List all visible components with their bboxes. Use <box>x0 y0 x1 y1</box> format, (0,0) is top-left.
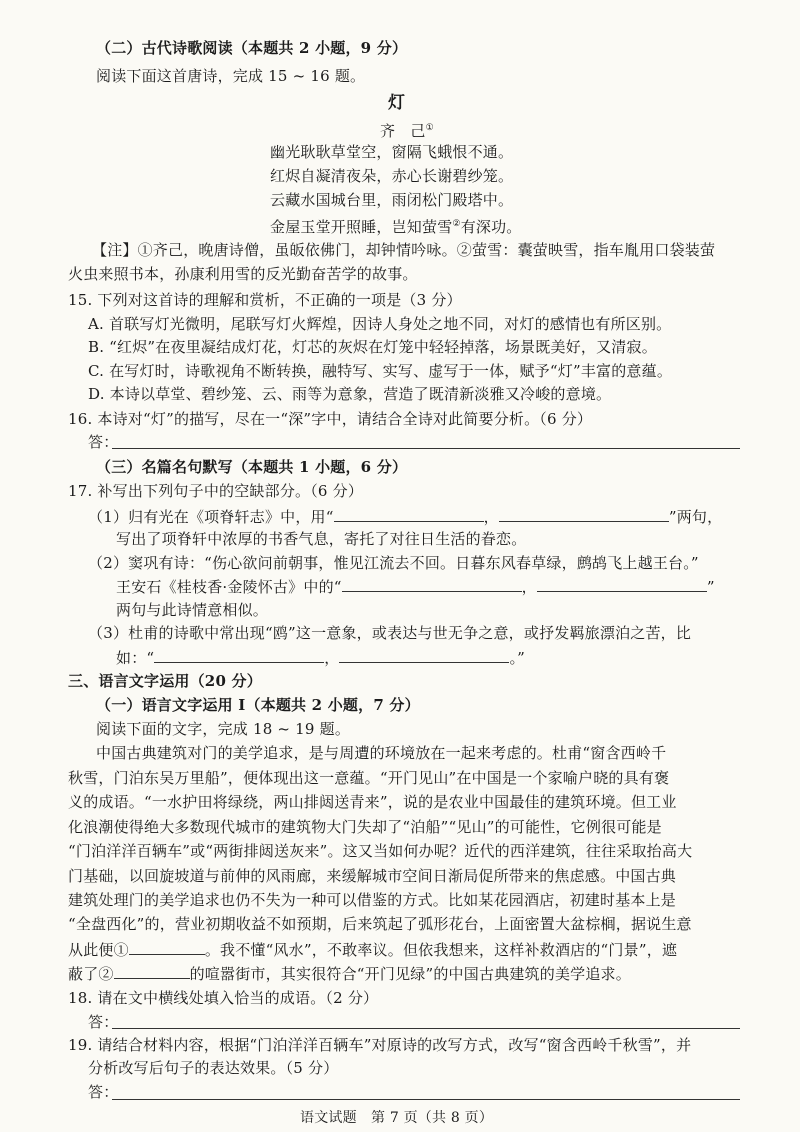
question-17-part-2: （2）窦巩有诗：“伤心欲问前朝事，惟见江流去不回。日暮东风春草绿，鹧鸪飞上越王台。” <box>88 553 699 572</box>
answer-label: 答： <box>88 433 119 452</box>
fill-blank-1[interactable] <box>129 939 205 955</box>
question-19-stem: 19. 请结合材料内容，根据“门泊洋洋百辆车”对原诗的改写方式，改写“窗含西岭千秋雪”，并 <box>68 1036 692 1054</box>
question-17-part-1: 写出了项脊轩中浓厚的书香气息，寄托了对往日生活的眷恋。 <box>116 530 527 549</box>
fill-blank[interactable] <box>154 647 324 663</box>
question-17-part-2: 王安石《桂枝香·金陵怀古》中的“ ， ” <box>116 578 715 597</box>
poem-line: 金屋玉堂开照睡，岂知萤雪②有深功。 <box>270 218 522 236</box>
answer-label: 答： <box>88 1012 119 1031</box>
passage-line: 中国古典建筑对门的美学追求，是与周遭的环境放在一起来考虑的。杜甫“窗含西岭千 <box>96 744 667 762</box>
fill-blank-2[interactable] <box>114 963 190 979</box>
passage-line: 蔽了② 的喧嚣街市，其实很符合“开门见绿”的中国古典建筑的美学追求。 <box>68 965 631 984</box>
part-3-header: 三、语言文字运用（20 分） <box>68 672 262 691</box>
passage-line: 秋雪，门泊东吴万里船”，便体现出这一意蕴。“开门见山”在中国是一个家喻户晓的具有褒 <box>68 768 670 787</box>
passage-line: 门基础，以回旋坡道与前伸的风雨廊，来缓解城市空间日渐局促所带来的焦虑感。中国古典 <box>68 866 677 885</box>
part-3-subheader: （一）语言文字运用 Ⅰ（本题共 2 小题，7 分） <box>96 696 420 714</box>
poem-title: 灯 <box>388 93 406 113</box>
fill-blank[interactable] <box>499 506 669 522</box>
question-19-stem-2: 分析改写后句子的表达效果。（5 分） <box>88 1059 339 1077</box>
section-header-poetry: （二）古代诗歌阅读（本题共 2 小题，9 分） <box>96 39 408 57</box>
fill-blank[interactable] <box>334 506 484 522</box>
poem-line: 云藏水国城台里，雨闭松门殿塔中。 <box>270 191 514 209</box>
section-header-recitation: （三）名篇名句默写（本题共 1 小题，6 分） <box>96 457 408 476</box>
passage-line: 化浪潮使得绝大多数现代城市的建筑物大门失却了“泊船”“见山”的可能性，它例很可能是 <box>68 817 662 836</box>
section-instruction: 阅读下面这首唐诗，完成 15 ~ 16 题。 <box>96 67 366 85</box>
question-17-part-3: 如：“ ， 。” <box>116 649 526 667</box>
question-17-part-3: （3）杜甫的诗歌中常出现“鸥”这一意象，或表达与世无争之意，或抒发羁旅漂泊之苦，比 <box>88 624 692 643</box>
passage-line: 从此便① 。我不懂“风水”，不敢率议。但依我想来，这样补救酒店的“门景”，遮 <box>68 940 678 959</box>
question-15-option: C. 在写灯时，诗歌视角不断转换，融特写、实写、虚写于一体，赋予“灯”丰富的意蕴。 <box>88 361 673 380</box>
question-15-option: B. “红烬”在夜里凝结成灯花，灯芯的灰烬在灯笼中轻轻掉落，场景既美好，又清寂。 <box>88 338 657 357</box>
answer-line-18[interactable] <box>112 1028 740 1029</box>
fill-blank[interactable] <box>339 647 509 663</box>
question-16-stem: 16. 本诗对“灯”的描写，尽在一“深”字中，请结合全诗对此简要分析。（6 分） <box>68 409 593 428</box>
question-15-option: D. 本诗以草堂、碧纱笼、云、雨等为意象，营造了既清新淡雅又冷峻的意境。 <box>88 385 612 404</box>
poem-note: 【注】①齐己，晚唐诗僧，虽皈依佛门，却钟情吟咏。②萤雪：囊萤映雪，指车胤用口袋装萤 <box>92 241 716 259</box>
fill-blank[interactable] <box>537 576 707 592</box>
question-15-option: A. 首联写灯光微明，尾联写灯火辉煌，因诗人身处之地不同，对灯的感情也有所区别。 <box>88 314 672 333</box>
page-footer: 语文试题 第 7 页（共 8 页） <box>300 1110 494 1126</box>
question-17-part-2: 两句与此诗情意相似。 <box>116 600 269 619</box>
answer-line-16[interactable] <box>112 448 740 449</box>
poem-line: 幽光耿耿草堂空，窗隔飞蛾恨不通。 <box>270 143 514 161</box>
passage-line: “门泊洋洋百辆车”或“两街排闼送灰来”。这又当如何办呢？近代的西洋建筑，往往采取抬高大 <box>68 842 693 860</box>
answer-line-19[interactable] <box>112 1099 740 1100</box>
question-18-stem: 18. 请在文中横线处填入恰当的成语。（2 分） <box>68 988 379 1007</box>
poem-line: 红烬自凝清夜朵，赤心长谢碧纱笼。 <box>270 167 514 185</box>
question-15-stem: 15. 下列对这首诗的理解和赏析，不正确的一项是（3 分） <box>68 291 462 309</box>
passage-line: “全盘西化”的，营业初期收益不如预期，后来筑起了弧形花台，上面密置大盆棕榈，据说生意 <box>68 915 692 934</box>
poem-note: 火虫来照书本，孙康利用雪的反光勤奋苦学的故事。 <box>68 265 418 283</box>
answer-label: 答： <box>88 1083 119 1101</box>
poem-author: 齐 己① <box>380 122 434 140</box>
passage-line: 建筑处理门的美学追求也仍不失为一种可以借鉴的方式。比如某花园酒店，初建时基本上是 <box>68 891 677 909</box>
passage-line: 义的成语。“一水护田将绿绕，两山排闼送青来”，说的是农业中国最佳的建筑环境。但工业 <box>68 793 677 811</box>
part-3-instruction: 阅读下面的文字，完成 18 ~ 19 题。 <box>96 719 351 738</box>
question-17-stem: 17. 补写出下列句子中的空缺部分。（6 分） <box>68 482 364 501</box>
question-17-part-1: （1）归有光在《项脊轩志》中，用“ ， ”两句， <box>88 507 723 526</box>
fill-blank[interactable] <box>342 576 522 592</box>
